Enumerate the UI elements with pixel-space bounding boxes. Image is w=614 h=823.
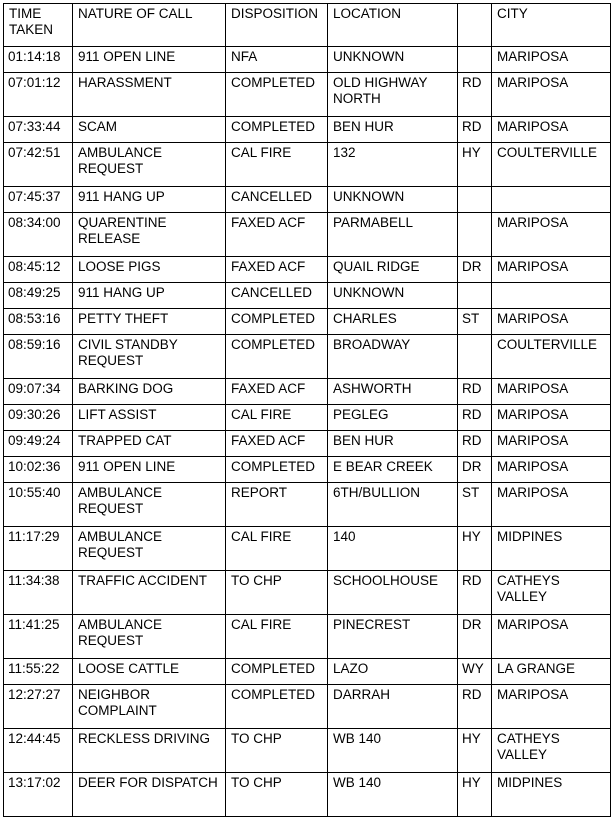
table-row [4, 457, 611, 483]
table-row [4, 379, 611, 405]
cell-nature: HARASSMENT [73, 73, 226, 117]
cell-time: 11:55:22 [4, 659, 73, 685]
cell-city: CATHEYS VALLEY [492, 571, 611, 615]
cell-time: 13:17:02 [4, 773, 73, 817]
cell-time: 07:42:51 [4, 143, 73, 187]
cell-location: LAZO [328, 659, 458, 685]
cell-time: 08:53:16 [4, 309, 73, 335]
cell-location: DARRAH [328, 685, 458, 729]
cell-city: MARIPOSA [492, 615, 611, 659]
cell-disposition: COMPLETED [226, 659, 328, 685]
cell-suffix: HY [458, 729, 492, 773]
cell-nature: RECKLESS DRIVING [73, 729, 226, 773]
cell-suffix: RD [458, 685, 492, 729]
cell-suffix: RD [458, 117, 492, 143]
cell-time: 09:49:24 [4, 431, 73, 457]
cell-suffix: RD [458, 571, 492, 615]
cell-city: MARIPOSA [492, 257, 611, 283]
cell-disposition: CANCELLED [226, 187, 328, 213]
table-row [4, 773, 611, 817]
cell-nature: SCAM [73, 117, 226, 143]
cell-location: PARMABELL [328, 213, 458, 257]
table-row [4, 257, 611, 283]
cell-suffix [458, 187, 492, 213]
table-row [4, 527, 611, 571]
cell-time: 12:44:45 [4, 729, 73, 773]
cell-city: LA GRANGE [492, 659, 611, 685]
cell-suffix [458, 213, 492, 257]
cell-city: MARIPOSA [492, 117, 611, 143]
cell-city [492, 187, 611, 213]
table-row [4, 73, 611, 117]
cell-time: 08:49:25 [4, 283, 73, 309]
cell-disposition: FAXED ACF [226, 213, 328, 257]
table-row [4, 283, 611, 309]
cell-time: 08:59:16 [4, 335, 73, 379]
cell-time: 11:34:38 [4, 571, 73, 615]
table-row [4, 309, 611, 335]
cell-location: BEN HUR [328, 431, 458, 457]
table-row [4, 335, 611, 379]
cell-nature: QUARENTINE RELEASE [73, 213, 226, 257]
cell-disposition: REPORT [226, 483, 328, 527]
cell-location: 140 [328, 527, 458, 571]
cell-location: WB 140 [328, 729, 458, 773]
cell-time: 12:27:27 [4, 685, 73, 729]
cell-location: 132 [328, 143, 458, 187]
cell-suffix: ST [458, 483, 492, 527]
cell-nature: LOOSE PIGS [73, 257, 226, 283]
cell-suffix: RD [458, 405, 492, 431]
cell-location: 6TH/BULLION [328, 483, 458, 527]
column-header-nature: NATURE OF CALL [73, 4, 226, 47]
cell-suffix [458, 335, 492, 379]
cell-nature: BARKING DOG [73, 379, 226, 405]
cell-suffix [458, 47, 492, 73]
cell-nature: LOOSE CATTLE [73, 659, 226, 685]
cell-city [492, 283, 611, 309]
cell-nature: TRAFFIC ACCIDENT [73, 571, 226, 615]
cell-time: 11:17:29 [4, 527, 73, 571]
cell-suffix: WY [458, 659, 492, 685]
cell-location: WB 140 [328, 773, 458, 817]
cell-suffix: RD [458, 431, 492, 457]
cell-city: MARIPOSA [492, 73, 611, 117]
cell-disposition: CAL FIRE [226, 527, 328, 571]
table-row [4, 571, 611, 615]
cell-suffix: RD [458, 73, 492, 117]
cell-disposition: COMPLETED [226, 685, 328, 729]
call-log-table [3, 3, 611, 817]
cell-suffix: DR [458, 257, 492, 283]
cell-city: MIDPINES [492, 527, 611, 571]
cell-suffix [458, 283, 492, 309]
cell-city: COULTERVILLE [492, 335, 611, 379]
cell-nature: 911 OPEN LINE [73, 47, 226, 73]
cell-suffix: HY [458, 143, 492, 187]
cell-disposition: TO CHP [226, 571, 328, 615]
cell-nature: AMBULANCE REQUEST [73, 527, 226, 571]
cell-location: UNKNOWN [328, 47, 458, 73]
cell-time: 10:55:40 [4, 483, 73, 527]
cell-time: 01:14:18 [4, 47, 73, 73]
table-row [4, 117, 611, 143]
cell-suffix: DR [458, 457, 492, 483]
cell-disposition: FAXED ACF [226, 379, 328, 405]
cell-city: MARIPOSA [492, 457, 611, 483]
table-row [4, 47, 611, 73]
table-row [4, 615, 611, 659]
cell-disposition: CAL FIRE [226, 615, 328, 659]
table-row [4, 431, 611, 457]
cell-suffix: HY [458, 527, 492, 571]
cell-time: 09:07:34 [4, 379, 73, 405]
cell-nature: 911 OPEN LINE [73, 457, 226, 483]
cell-city: MARIPOSA [492, 47, 611, 73]
cell-location: OLD HIGHWAY NORTH [328, 73, 458, 117]
cell-location: PINECREST [328, 615, 458, 659]
cell-city: MARIPOSA [492, 483, 611, 527]
cell-disposition: COMPLETED [226, 309, 328, 335]
cell-disposition: COMPLETED [226, 335, 328, 379]
cell-nature: PETTY THEFT [73, 309, 226, 335]
cell-nature: DEER FOR DISPATCH [73, 773, 226, 817]
cell-nature: 911 HANG UP [73, 283, 226, 309]
cell-disposition: CANCELLED [226, 283, 328, 309]
table-row [4, 685, 611, 729]
cell-time: 07:01:12 [4, 73, 73, 117]
table-row [4, 729, 611, 773]
cell-city: MARIPOSA [492, 379, 611, 405]
cell-disposition: COMPLETED [226, 117, 328, 143]
cell-time: 11:41:25 [4, 615, 73, 659]
cell-location: PEGLEG [328, 405, 458, 431]
header-row [4, 4, 611, 47]
column-header-location: LOCATION [328, 4, 458, 47]
table-row [4, 187, 611, 213]
cell-time: 07:33:44 [4, 117, 73, 143]
column-header-suffix [458, 4, 492, 47]
cell-disposition: NFA [226, 47, 328, 73]
cell-city: MARIPOSA [492, 213, 611, 257]
cell-time: 10:02:36 [4, 457, 73, 483]
cell-location: UNKNOWN [328, 187, 458, 213]
cell-nature: AMBULANCE REQUEST [73, 483, 226, 527]
cell-disposition: FAXED ACF [226, 431, 328, 457]
cell-suffix: DR [458, 615, 492, 659]
cell-nature: LIFT ASSIST [73, 405, 226, 431]
cell-disposition: CAL FIRE [226, 143, 328, 187]
cell-nature: AMBULANCE REQUEST [73, 143, 226, 187]
column-header-disposition: DISPOSITION [226, 4, 328, 47]
cell-city: MARIPOSA [492, 309, 611, 335]
column-header-time: TIME TAKEN [4, 4, 73, 47]
cell-time: 07:45:37 [4, 187, 73, 213]
cell-location: QUAIL RIDGE [328, 257, 458, 283]
cell-location: SCHOOLHOUSE [328, 571, 458, 615]
cell-suffix: RD [458, 379, 492, 405]
cell-location: BEN HUR [328, 117, 458, 143]
cell-location: CHARLES [328, 309, 458, 335]
cell-city: MARIPOSA [492, 431, 611, 457]
cell-location: UNKNOWN [328, 283, 458, 309]
table-row [4, 483, 611, 527]
cell-nature: NEIGHBOR COMPLAINT [73, 685, 226, 729]
table-row [4, 405, 611, 431]
cell-time: 08:45:12 [4, 257, 73, 283]
cell-disposition: COMPLETED [226, 457, 328, 483]
column-header-city: CITY [492, 4, 611, 47]
cell-location: E BEAR CREEK [328, 457, 458, 483]
cell-time: 09:30:26 [4, 405, 73, 431]
cell-city: MIDPINES [492, 773, 611, 817]
cell-disposition: TO CHP [226, 773, 328, 817]
table-row [4, 143, 611, 187]
cell-disposition: CAL FIRE [226, 405, 328, 431]
cell-city: MARIPOSA [492, 405, 611, 431]
cell-nature: AMBULANCE REQUEST [73, 615, 226, 659]
cell-location: BROADWAY [328, 335, 458, 379]
cell-city: MARIPOSA [492, 685, 611, 729]
cell-disposition: FAXED ACF [226, 257, 328, 283]
table-row [4, 213, 611, 257]
cell-city: CATHEYS VALLEY [492, 729, 611, 773]
cell-location: ASHWORTH [328, 379, 458, 405]
cell-city: COULTERVILLE [492, 143, 611, 187]
table-row [4, 659, 611, 685]
cell-nature: TRAPPED CAT [73, 431, 226, 457]
cell-nature: CIVIL STANDBY REQUEST [73, 335, 226, 379]
cell-suffix: ST [458, 309, 492, 335]
cell-time: 08:34:00 [4, 213, 73, 257]
cell-nature: 911 HANG UP [73, 187, 226, 213]
cell-suffix: HY [458, 773, 492, 817]
cell-disposition: COMPLETED [226, 73, 328, 117]
cell-disposition: TO CHP [226, 729, 328, 773]
